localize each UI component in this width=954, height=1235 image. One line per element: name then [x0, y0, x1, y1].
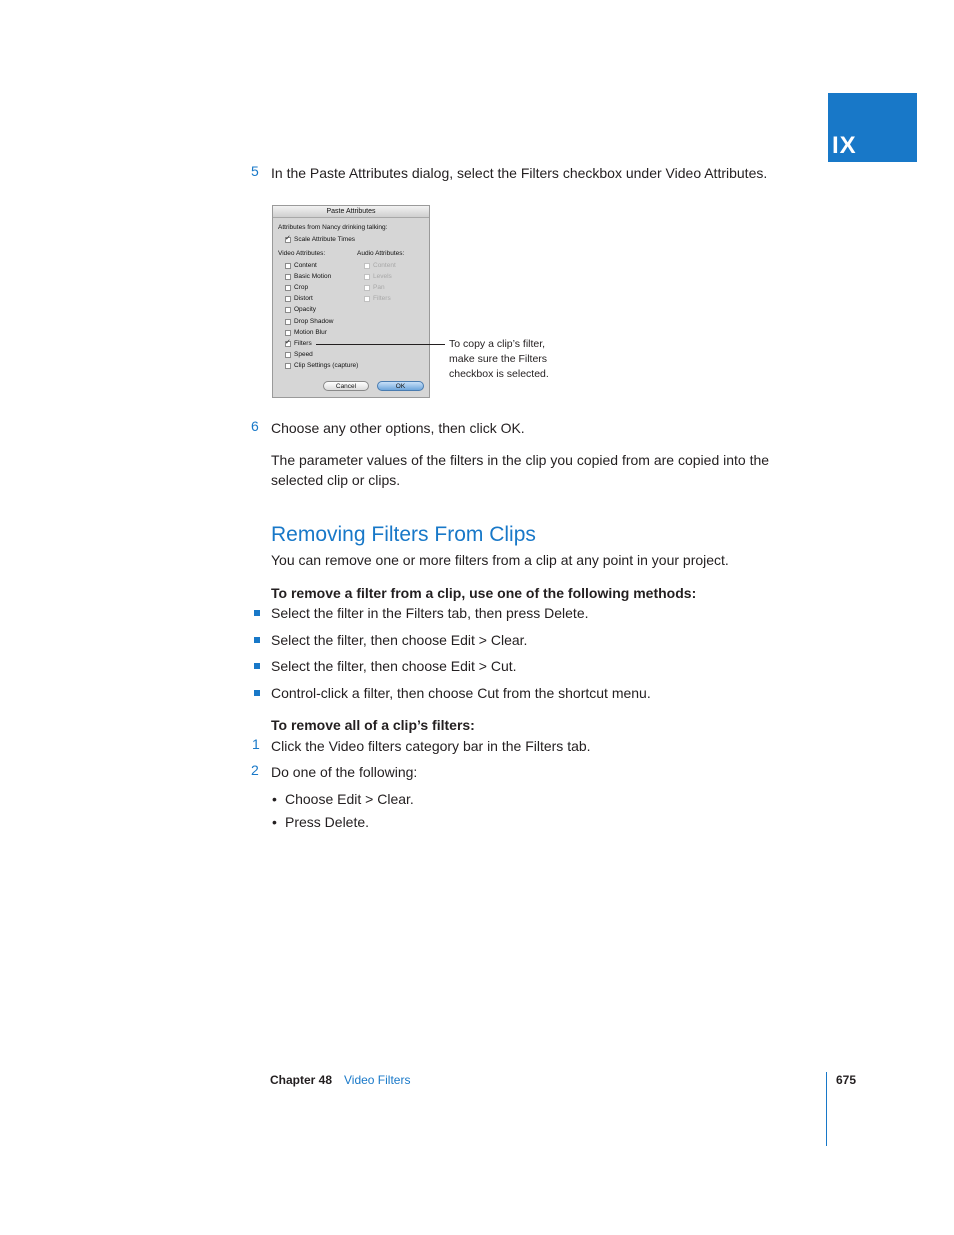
video-drop-shadow-checkbox[interactable]	[285, 319, 291, 325]
sub-bullet-marker: •	[272, 814, 277, 830]
video-attributes-header: Video Attributes:	[278, 250, 326, 257]
callout-line-2: make sure the Filters	[449, 353, 548, 365]
sub-bullet-item: Choose Edit > Clear.	[285, 791, 414, 807]
section-heading: Removing Filters From Clips	[271, 523, 536, 546]
video-distort-checkbox[interactable]	[285, 296, 291, 302]
step-6-number: 6	[251, 418, 259, 434]
video-motion-blur-label: Motion Blur	[294, 329, 327, 336]
ok-button[interactable]: OK	[377, 381, 424, 391]
video-filters-label: Filters	[294, 340, 312, 347]
sub-bullet-item: Press Delete.	[285, 814, 370, 830]
audio-filters-label: Filters	[373, 295, 391, 302]
audio-content-label: Content	[373, 262, 396, 269]
audio-content-checkbox[interactable]	[364, 263, 370, 269]
audio-pan-checkbox[interactable]	[364, 285, 370, 291]
section-intro: You can remove one or more filters from a clip at any point in your project.	[271, 552, 729, 568]
result-line-1: The parameter values of the filters in the clip you copied from are copied into the	[271, 452, 770, 468]
footer-chapter-title: Video Filters	[344, 1073, 411, 1087]
video-speed-label: Speed	[294, 351, 313, 358]
step-6-text: Choose any other options, then click OK.	[271, 420, 525, 436]
audio-attributes-header: Audio Attributes:	[357, 250, 405, 257]
dialog-title: Paste Attributes	[273, 206, 429, 218]
video-crop-checkbox[interactable]	[285, 285, 291, 291]
methods-title: To remove a filter from a clip, use one of the following methods:	[271, 585, 697, 601]
audio-pan-label: Pan	[373, 284, 385, 291]
video-clip-settings-checkbox[interactable]	[285, 363, 291, 369]
attributes-from-label: Attributes from Nancy drinking talking:	[278, 224, 388, 231]
bullet-marker	[254, 690, 260, 696]
callout-line-3: checkbox is selected.	[449, 368, 549, 380]
video-content-label: Content	[294, 262, 317, 269]
step-1-text: Click the Video filters category bar in the Filters tab.	[271, 738, 591, 754]
footer-rule	[826, 1072, 827, 1146]
footer-chapter: Chapter 48	[270, 1073, 333, 1087]
step-5-number: 5	[251, 163, 259, 179]
bullet-marker	[254, 610, 260, 616]
video-filters-checkbox[interactable]	[285, 341, 291, 347]
scale-attribute-times-label: Scale Attribute Times	[294, 236, 356, 243]
cancel-button[interactable]: Cancel	[323, 381, 369, 391]
audio-levels-label: Levels	[373, 273, 392, 280]
callout-text	[449, 337, 549, 382]
video-basic-motion-label: Basic Motion	[294, 273, 332, 280]
video-speed-checkbox[interactable]	[285, 352, 291, 358]
video-content-checkbox[interactable]	[285, 263, 291, 269]
video-opacity-checkbox[interactable]	[285, 307, 291, 313]
bullet-marker	[254, 663, 260, 669]
part-number: IX	[832, 132, 857, 159]
scale-attribute-times-checkbox[interactable]	[285, 237, 291, 243]
audio-levels-checkbox[interactable]	[364, 274, 370, 280]
sub-bullet-marker: •	[272, 791, 277, 807]
method-item: Select the filter, then choose Edit > Clear.	[271, 632, 528, 648]
video-distort-label: Distort	[294, 295, 313, 302]
method-item: Control-click a filter, then choose Cut from the shortcut menu.	[271, 685, 651, 701]
result-paragraph	[271, 450, 769, 490]
part-tab	[828, 93, 917, 162]
remove-all-title: To remove all of a clip’s filters:	[271, 717, 475, 733]
step-2-number: 2	[251, 762, 259, 778]
bullet-marker	[254, 637, 260, 643]
video-basic-motion-checkbox[interactable]	[285, 274, 291, 280]
method-item: Select the filter, then choose Edit > Cut.	[271, 658, 517, 674]
step-5-text: In the Paste Attributes dialog, select the Filters checkbox under Video Attributes.	[271, 165, 768, 181]
page-number: 675	[836, 1073, 857, 1087]
paste-attributes-dialog	[272, 205, 430, 398]
audio-filters-checkbox[interactable]	[364, 296, 370, 302]
callout-line	[316, 344, 445, 345]
video-motion-blur-checkbox[interactable]	[285, 330, 291, 336]
method-item: Select the filter in the Filters tab, then press Delete.	[271, 605, 589, 621]
result-line-2: selected clip or clips.	[271, 472, 401, 488]
callout-line-1: To copy a clip’s filter,	[449, 338, 546, 350]
step-1-number: 1	[252, 736, 260, 752]
video-opacity-label: Opacity	[294, 306, 317, 313]
video-crop-label: Crop	[294, 284, 309, 291]
video-clip-settings-label: Clip Settings (capture)	[294, 362, 359, 369]
video-drop-shadow-label: Drop Shadow	[294, 318, 334, 325]
step-2-text: Do one of the following:	[271, 764, 418, 780]
